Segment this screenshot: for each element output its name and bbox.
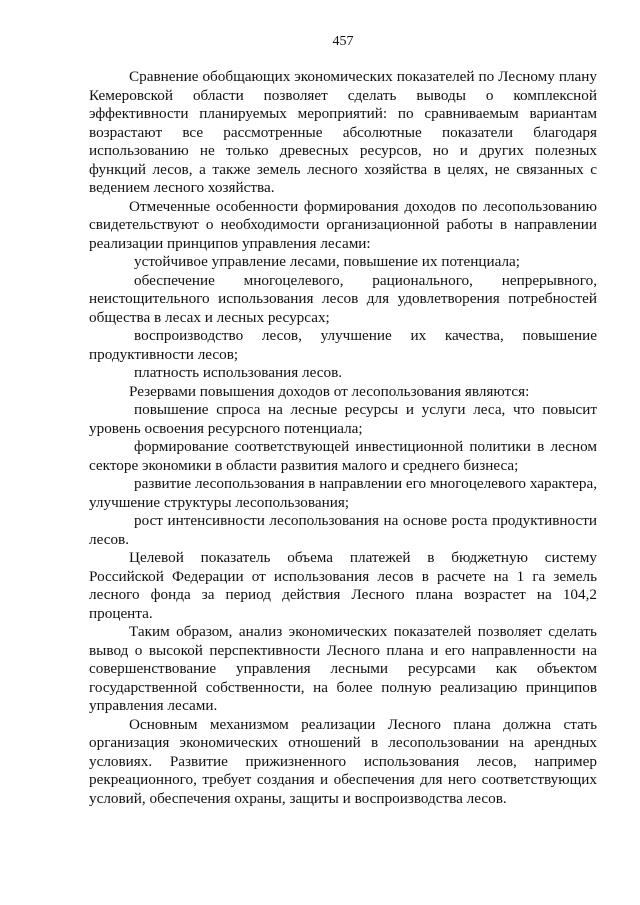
paragraph-reserves: Резервами повышения доходов от лесопользования являются:: [129, 382, 530, 400]
paragraph-mechanism: Основным механизмом реализации Лесного плана должна стать организация экономических отношений в лесопользовании на арендных условиях. Развитие прижизненного использования лесов, например рекреационного, требует создания и обеспечения для него соответствующих условий, обеспечения охраны, защиты и воспроизводства лесов.: [89, 715, 597, 807]
document-page: [89, 34, 597, 808]
list-item-intensity: рост интенсивности лесопользования на основе роста продуктивности лесов.: [89, 512, 597, 548]
list-item-demand: повышение спроса на лесные ресурсы и услуги леса, что повысит уровень освоения ресурсного потенциала;: [89, 401, 597, 437]
list-item-investment-policy: формирование соответствующей инвестиционной политики в лесном секторе экономики в области развития малого и среднего бизнеса;: [89, 438, 597, 474]
list-item-sustainable-management: устойчивое управление лесами, повышение их потенциала;: [134, 253, 521, 270]
paragraph-comparison: Сравнение обобщающих экономических показателей по Лесному плану Кемеровской области позволяет сделать выводы о комплексной эффективности планируемых мероприятий: по сравниваемым вариантам возрастают все рассмотренные абсолютные показатели благодаря использованию не только древесных ресурсов, но и других полезных функций лесов, а также земель лесного хозяйства в целях, не связанных с ведением лесного хозяйства.: [89, 68, 597, 196]
page-number: 457: [332, 34, 354, 49]
list-item-reproduction: воспроизводство лесов, улучшение их качества, повышение продуктивности лесов;: [89, 327, 597, 363]
list-item-development: развитие лесопользования в направлении его многоцелевого характера, улучшение структуры лесопользования;: [89, 475, 597, 511]
paragraph-target-indicator: Целевой показатель объема платежей в бюджетную систему Российской Федерации от использования лесов в расчете на 1 га земель лесного фонда за период действия Лесного плана возрастет на 104,2 процента.: [89, 549, 597, 622]
paragraph-conclusion: Таким образом, анализ экономических показателей позволяет сделать вывод о высокой перспективности Лесного плана и его направленности на совершенствование управления лесными ресурсами как объектом государственной собственности, на более полную реализацию принципов управления лесами.: [89, 623, 597, 714]
list-item-multipurpose-use: обеспечение многоцелевого, рационального, непрерывного, неистощительного использования лесов для удовлетворения потребностей общества в лесах и лесных ресурсах;: [89, 271, 597, 326]
paragraph-features: Отмеченные особенности формирования доходов по лесопользованию свидетельствуют о необходимости организационной работы в направлении реализации принципов управления лесами:: [89, 197, 597, 252]
list-item-paid-use: платность использования лесов.: [134, 364, 343, 381]
